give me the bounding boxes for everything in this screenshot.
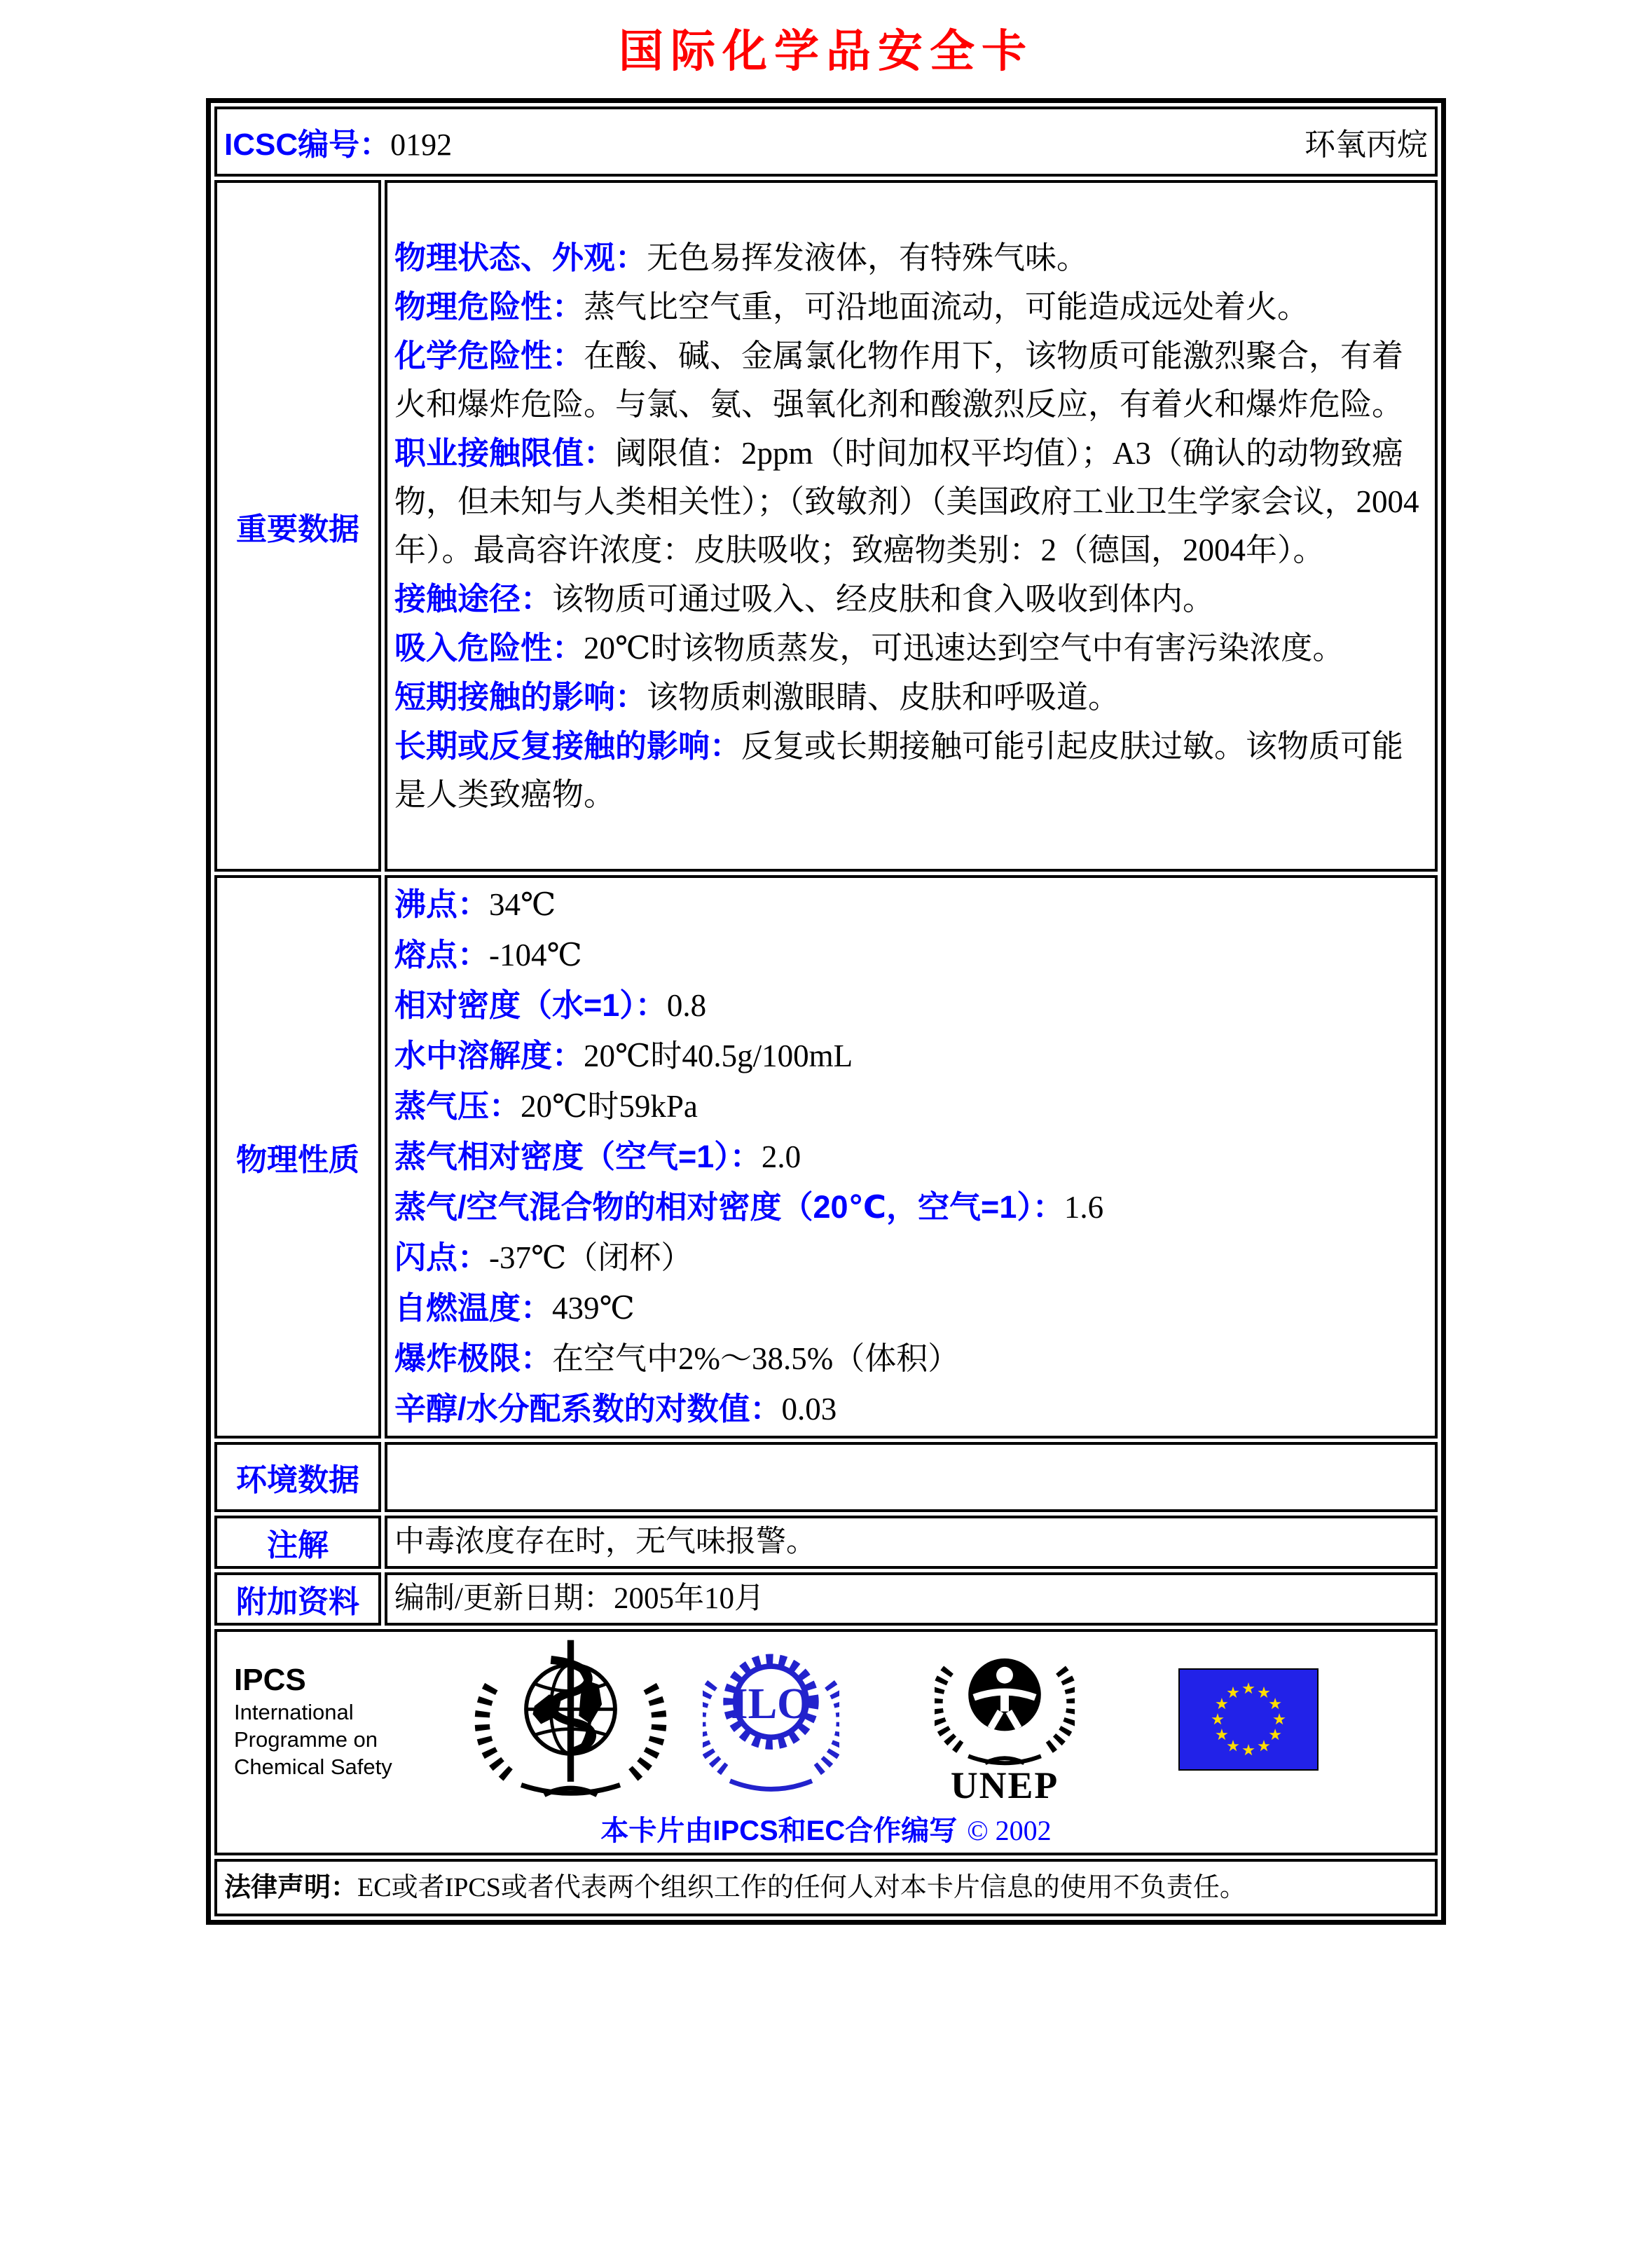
- prop-vapour-pressure: 蒸气压：20℃时59kPa: [394, 1088, 698, 1124]
- icsc-number-cell: [214, 107, 1438, 177]
- prop-vapour-air-mixture-density: 蒸气/空气混合物的相对密度（20℃，空气=1）：1.6: [394, 1189, 1104, 1225]
- prop-relative-density-water: 相对密度（水=1）：0.8: [394, 987, 707, 1023]
- svg-text:UNEP: UNEP: [950, 1764, 1059, 1805]
- ipcs-caption-line2: Programme on: [234, 1726, 378, 1752]
- copyright-text: © 2002: [967, 1815, 1052, 1846]
- icsc-number-row: [214, 107, 1438, 177]
- field-inhalation-risk: 吸入危险性：20℃时该物质蒸发，可迅速达到空气中有害污染浓度。: [394, 629, 1344, 666]
- section-label-environmental-data: 环境数据: [214, 1442, 381, 1512]
- field-occupational-exposure-limits: 职业接触限值：阈限值：2ppm（时间加权平均值）；A3（确认的动物致癌物，但未知与人类相关性）；（致敏剂）（美国政府工业卫生学家会议，2004年）。最高容许浓度：皮肤吸收；致癌物类别：2（德国，2004年）。: [394, 434, 1419, 568]
- icsc-number-group: [224, 119, 452, 164]
- credit-line: [224, 1808, 1428, 1848]
- section-label-important-data: 重要数据: [214, 180, 381, 872]
- page-title: 国际化学品安全卡: [619, 27, 1033, 76]
- section-label-physical-properties: 物理性质: [214, 875, 381, 1439]
- field-long-term-exposure-effects: 长期或反复接触的影响：反复或长期接触可能引起皮肤过敏。该物质可能是人类致癌物。: [394, 727, 1404, 812]
- legal-notice-cell: [214, 1859, 1438, 1916]
- additional-info-row: [214, 1572, 1438, 1626]
- svg-text:ILO: ILO: [731, 1679, 811, 1728]
- prop-boiling-point: 沸点：34℃: [394, 886, 556, 922]
- ipcs-text-block: [234, 1662, 409, 1780]
- section-content-additional-info: [385, 1572, 1438, 1626]
- prop-autoignition-temperature: 自燃温度：439℃: [394, 1290, 635, 1326]
- prop-water-solubility: 水中溶解度：20℃时40.5g/100mL: [394, 1038, 853, 1073]
- prop-vapour-relative-density: 蒸气相对密度（空气=1）：2.0: [394, 1139, 801, 1174]
- important-data-row: [214, 180, 1438, 872]
- prop-melting-point: 熔点：-104℃: [394, 937, 582, 973]
- legal-notice-text: EC或者IPCS或者代表两个组织工作的任何人对本卡片信息的使用不负责任。: [357, 1873, 1246, 1902]
- legal-notice-label: 法律声明：: [224, 1873, 358, 1902]
- ipcs-caption-line1: International: [234, 1699, 354, 1724]
- prop-flash-point: 闪点：-37℃（闭杯）: [394, 1240, 693, 1275]
- section-content-important-data: [385, 180, 1438, 872]
- field-chemical-hazards: 化学危险性：在酸、碱、金属氯化物作用下，该物质可能激烈聚合，有着火和爆炸危险。与氯、氨、强氧化剂和酸激烈反应，有着火和爆炸危险。: [394, 337, 1404, 422]
- credit-text: 本卡片由IPCS和EC合作编写: [600, 1815, 958, 1846]
- eu-flag-icon: [1178, 1668, 1319, 1774]
- legal-notice-row: [214, 1859, 1438, 1916]
- icsc-number-label: ICSC编号：: [224, 128, 391, 162]
- icsc-card-table: [206, 98, 1446, 1925]
- section-label-notes: 注解: [214, 1516, 381, 1569]
- icsc-number-value: 0192: [390, 128, 453, 162]
- field-physical-hazards: 物理危险性：蒸气比空气重，可沿地面流动，可能造成远处着火。: [394, 288, 1309, 324]
- section-content-environmental-data: [385, 1442, 1438, 1512]
- who-logo-icon: [471, 1637, 670, 1805]
- section-content-physical-properties: [385, 875, 1438, 1439]
- ilo-logo-icon: [703, 1639, 839, 1804]
- environmental-data-row: [214, 1442, 1438, 1512]
- prop-octanol-water-partition: 辛醇/水分配系数的对数值：0.03: [394, 1391, 837, 1427]
- notes-row: [214, 1516, 1438, 1569]
- logos-cell: [214, 1629, 1438, 1855]
- ipcs-caption-line3: Chemical Safety: [234, 1754, 392, 1779]
- unep-logo-icon: [935, 1633, 1075, 1808]
- section-content-notes: [385, 1516, 1438, 1569]
- section-label-additional-info: 附加资料: [214, 1572, 381, 1626]
- notes-text: 中毒浓度存在时，无气味报警。: [394, 1525, 816, 1558]
- ipcs-acronym: IPCS: [234, 1662, 306, 1697]
- field-short-term-exposure-effects: 短期接触的影响：该物质刺激眼睛、皮肤和呼吸道。: [394, 678, 1120, 715]
- prop-explosive-limits: 爆炸极限：在空气中2%～38.5%（体积）: [394, 1340, 960, 1376]
- chemical-name: 环氧丙烷: [1305, 128, 1428, 162]
- field-physical-state-appearance: 物理状态、外观：无色易挥发液体，有特殊气味。: [394, 239, 1089, 275]
- field-routes-of-exposure: 接触途径：该物质可通过吸入、经皮肤和食入吸收到体内。: [394, 580, 1215, 617]
- physical-properties-row: [214, 875, 1438, 1439]
- additional-info-text: 编制/更新日期：2005年10月: [394, 1582, 764, 1615]
- logos-row: [214, 1629, 1438, 1855]
